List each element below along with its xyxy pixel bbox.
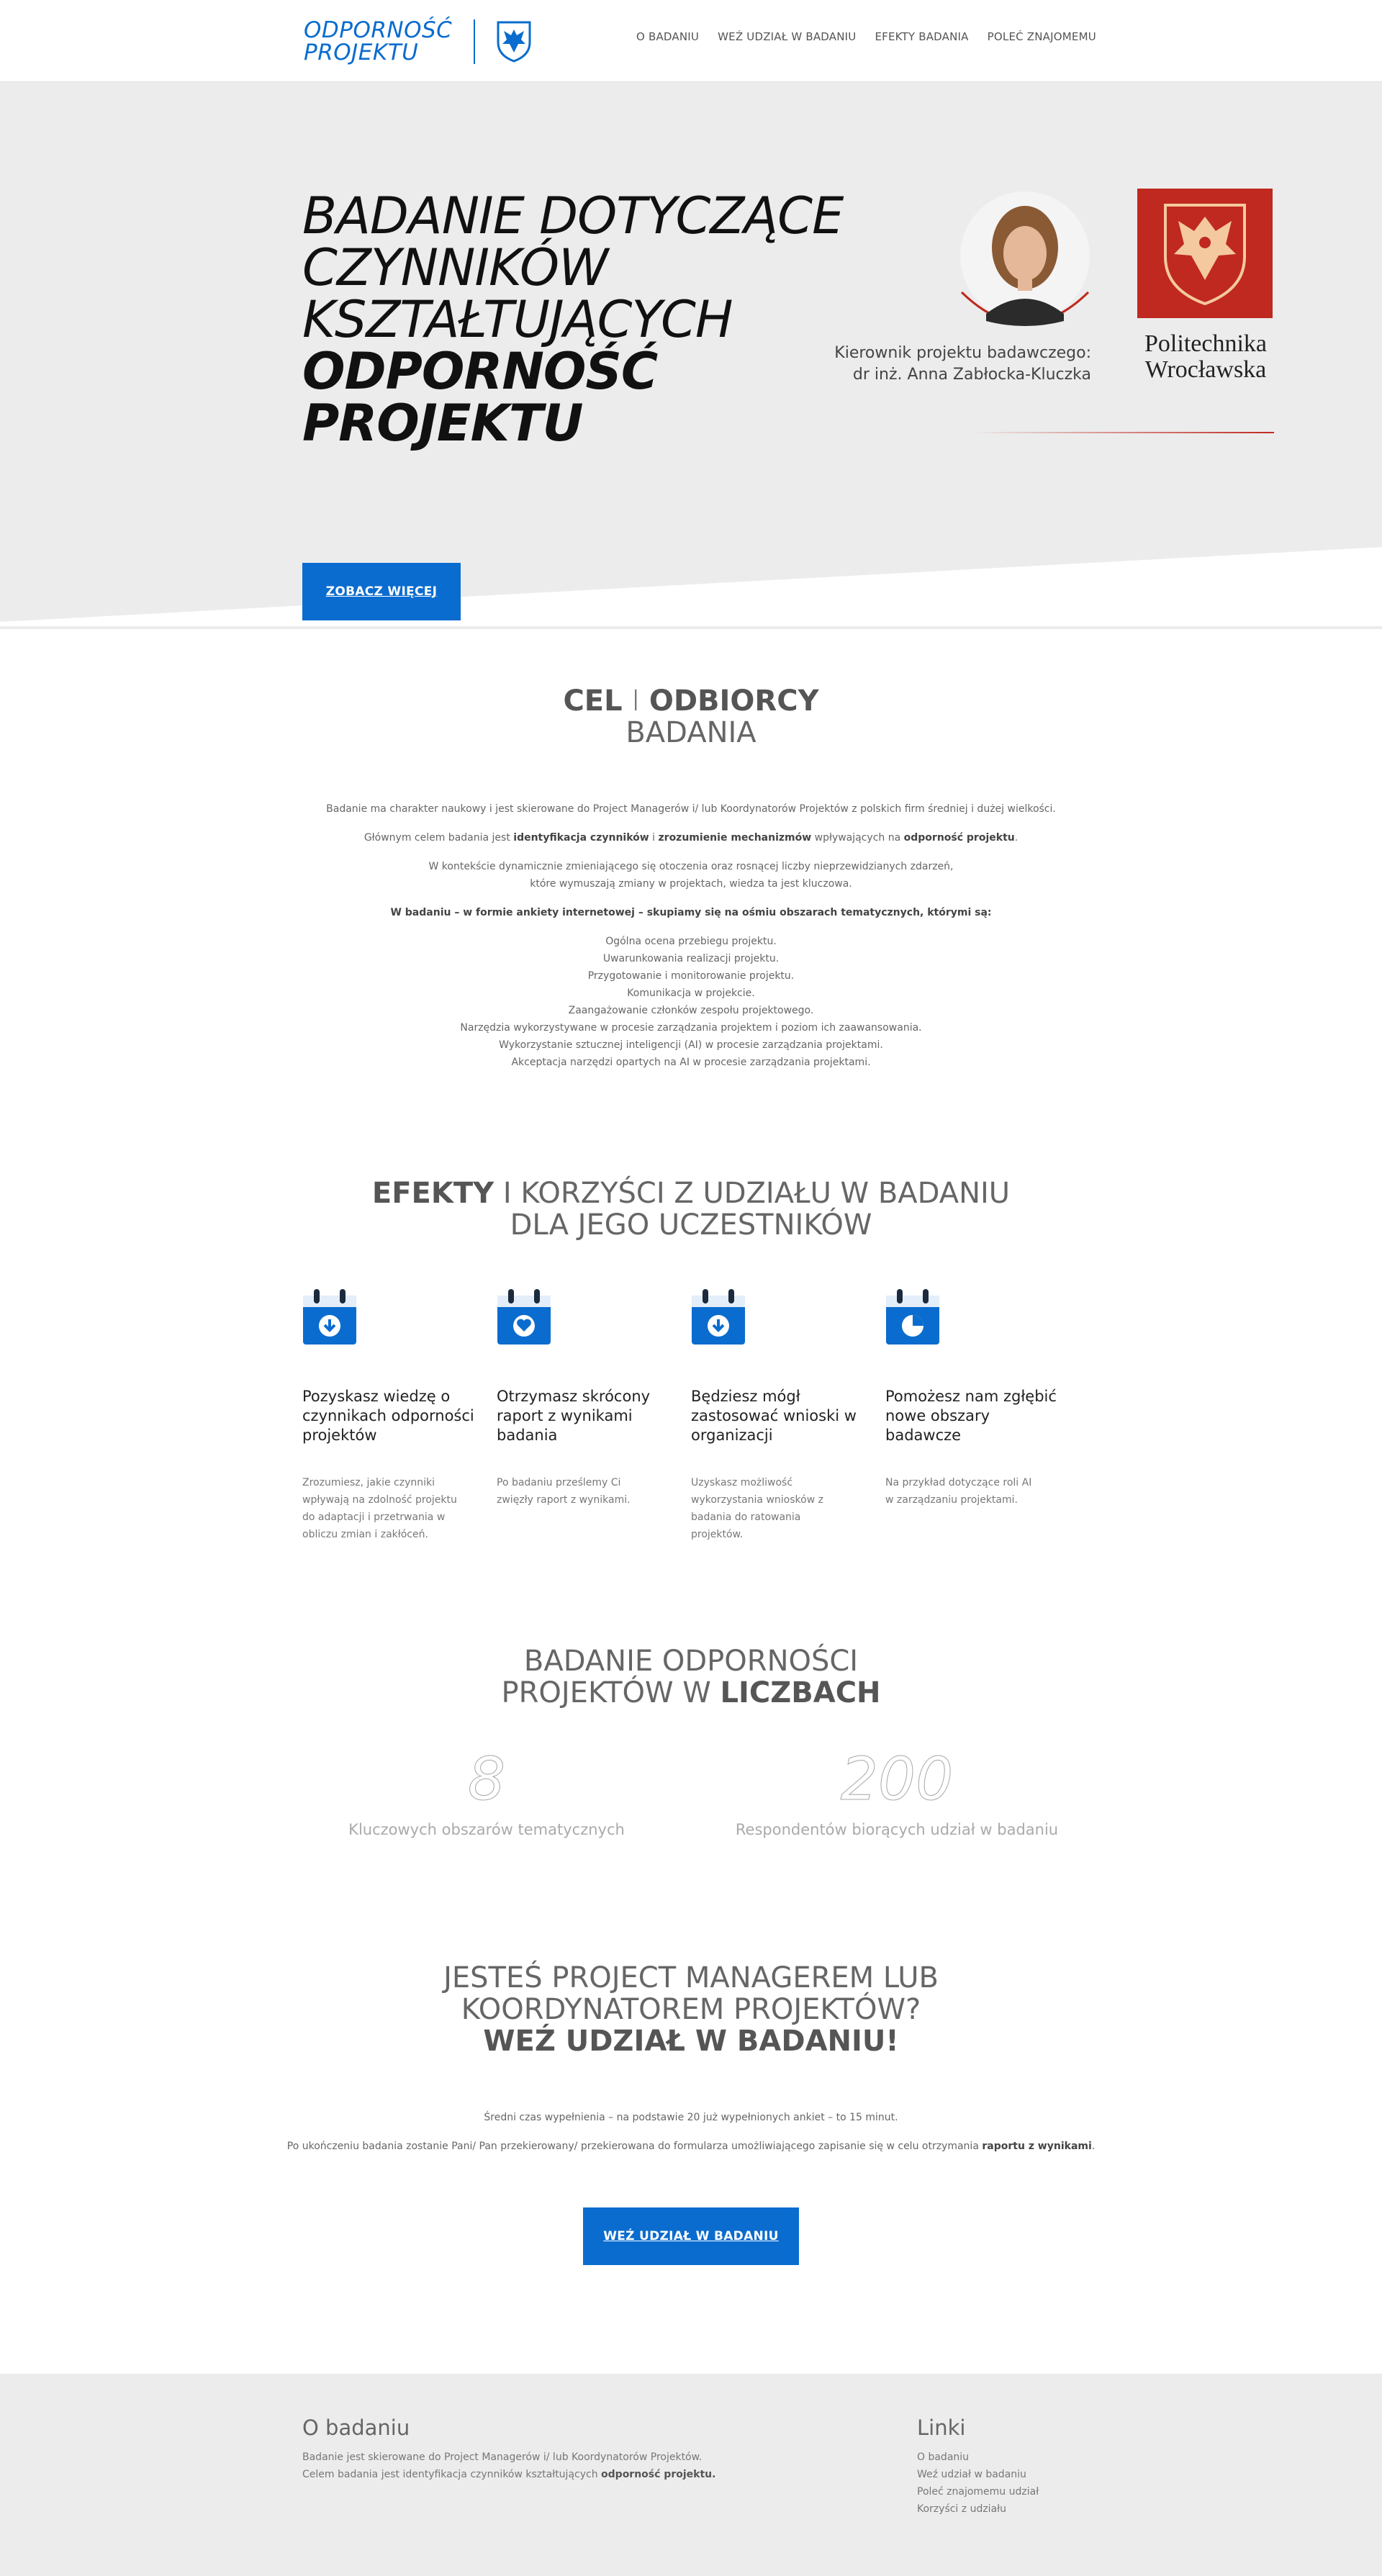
- footer-link-o-badaniu[interactable]: O badaniu: [917, 2451, 970, 2463]
- benefit-card-title: Otrzymasz skrócony raport z wynikami badania: [497, 1388, 651, 1444]
- benefit-card: [885, 1288, 1080, 1543]
- join-p2-bold: raportu z wynikami: [982, 2141, 1092, 2152]
- cel-p2-bold-d: zrozumienie mechanizmów: [658, 832, 812, 844]
- hero-title-line-3: KSZTAŁTUJĄCYCH: [302, 290, 733, 349]
- list-item: Ogólna ocena przebiegu projektu.: [605, 936, 777, 947]
- researcher-avatar: [957, 190, 1093, 331]
- cel-p4-bold: W badaniu – w formie ankiety internetowej – skupiamy się na ośmiu obszarach tematycznych, którymi są:: [390, 907, 992, 918]
- cel-p2-text-g: .: [1014, 832, 1019, 844]
- hero-title-bold-1: ODPORNOŚĆ: [302, 342, 658, 401]
- liczby-title-bold: LICZBACH: [720, 1676, 881, 1709]
- benefit-card-title: Pozyskasz wiedzę o czynnikach odporności projektów: [302, 1388, 474, 1444]
- benefit-card-text: Na przykład dotyczące roli AI w zarządzaniu projektami.: [885, 1477, 1032, 1506]
- list-item: Przygotowanie i monitorowanie projektu.: [587, 970, 795, 982]
- liczby-title-line-2: PROJEKTÓW W: [501, 1676, 721, 1709]
- calendar-download-icon: [691, 1288, 746, 1346]
- main-nav: [636, 30, 1096, 43]
- stat-label: Respondentów biorących udział w badaniu: [735, 1821, 1059, 1838]
- university-name-line-1: Politechnika: [1144, 330, 1267, 357]
- university-shield: [1137, 189, 1273, 318]
- nav-link-o-badaniu[interactable]: O BADANIU: [636, 30, 700, 43]
- benefit-card: [691, 1288, 885, 1543]
- list-item: Akceptacja narzędzi opartych na AI w procesie zarządzania projektami.: [511, 1057, 871, 1068]
- site-footer: [0, 2374, 1382, 2576]
- cel-title-bold-1: CEL: [563, 684, 623, 718]
- join-section-title: [0, 1962, 1382, 2057]
- cel-p2-bold-f: odporność projektu: [903, 832, 1015, 844]
- cel-section-title: [0, 685, 1382, 749]
- see-more-button[interactable]: ZOBACZ WIĘCEJ: [302, 563, 461, 620]
- benefit-card-title: Pomożesz nam zgłębić nowe obszary badawcze: [885, 1388, 1057, 1444]
- join-title-line-1: JESTEŚ PROJECT MANAGEREM LUB: [443, 1961, 939, 1994]
- benefit-card-text: Uzyskasz możliwość wykorzystania wniosków z badania do ratowania projektów.: [691, 1477, 823, 1540]
- hero-accent-line: [972, 432, 1274, 433]
- footer-about-text: Celem badania jest identyfikacja czynników kształtujących: [302, 2469, 602, 2480]
- hero-caption: [792, 343, 1091, 386]
- logo-divider: [474, 19, 475, 64]
- university-name: [1137, 331, 1274, 383]
- join-p2-text-a: Po ukończeniu badania zostanie Pani/ Pan przekierowany/ przekierowana do formularza umożliwiającego zapisanie się w celu otrzymania: [286, 2141, 983, 2152]
- footer-about-bold: odporność projektu.: [601, 2469, 716, 2480]
- footer-link-wez-udzial[interactable]: Weź udział w badaniu: [917, 2469, 1026, 2480]
- logo-line-2: PROJEKTU: [304, 40, 419, 65]
- efekty-title-rest: I KORZYŚCI Z UDZIAŁU W BADANIU: [502, 1177, 1011, 1210]
- cel-section-text: [0, 800, 1382, 1071]
- calendar-download-icon: [302, 1288, 357, 1346]
- logo-line-1: ODPORNOŚĆ: [304, 17, 453, 43]
- list-item: Komunikacja w projekcie.: [627, 988, 755, 999]
- cel-p3-line-1: W kontekście dynamicznie zmieniającego się otoczenia oraz rosnącej liczby nieprzewidzianych zdarzeń,: [428, 861, 954, 872]
- hero-title-line-2: CZYNNIKÓW: [302, 238, 608, 297]
- list-item: Uwarunkowania realizacji projektu.: [602, 953, 780, 964]
- stat-value: 200: [840, 1745, 954, 1814]
- hero-bottom-slant: [0, 533, 1382, 626]
- stat-value: 8: [467, 1745, 506, 1814]
- cel-title-line-2: BADANIA: [625, 716, 757, 749]
- list-item: Wykorzystanie sztucznej inteligencji (AI) w procesie zarządzania projektami.: [499, 1039, 883, 1051]
- efekty-title-line-2: DLA JEGO UCZESTNIKÓW: [510, 1208, 872, 1242]
- logo-text: [304, 19, 452, 64]
- hero-title-line-1: BADANIE DOTYCZĄCE: [302, 186, 844, 245]
- benefit-card-text: Po badaniu prześlemy Ci zwięzły raport z wynikami.: [497, 1477, 631, 1506]
- benefit-cards: [302, 1288, 1080, 1543]
- join-title-bold: WEŹ UDZIAŁ W BADANIU!: [483, 2025, 899, 2058]
- liczby-title-line-1: BADANIE ODPORNOŚCI: [523, 1645, 859, 1678]
- benefit-card: [302, 1288, 497, 1543]
- footer-about-line-2: [302, 2466, 715, 2483]
- cel-paragraph-3: [0, 858, 1382, 892]
- join-paragraph-1: Średni czas wypełnienia – na podstawie 20 już wypełnionych ankiet – to 15 minut.: [484, 2112, 898, 2123]
- stat-areas: [302, 1745, 671, 1838]
- footer-links-list: [917, 2449, 1039, 2518]
- university-eagle-icon: [1158, 199, 1252, 307]
- footer-about-line-1: Badanie jest skierowane do Project Managerów i/ lub Koordynatorów Projektów.: [302, 2451, 703, 2463]
- footer-links-title: Linki: [917, 2415, 966, 2440]
- footer-links: [917, 2415, 1039, 2518]
- footer-about: [302, 2415, 715, 2483]
- calendar-heart-icon: [497, 1288, 551, 1346]
- eagle-logo-icon: [495, 21, 533, 63]
- hero-title: [302, 186, 844, 453]
- cel-paragraph-2: [0, 829, 1382, 846]
- benefit-card-title: Będziesz mógł zastosować wnioski w organizacji: [691, 1388, 857, 1444]
- stat-label: Kluczowych obszarów tematycznych: [348, 1821, 625, 1838]
- footer-link-polec[interactable]: Poleć znajomemu udział: [917, 2486, 1039, 2498]
- cel-title-sep: I: [631, 684, 641, 718]
- stat-respondents: [713, 1745, 1081, 1838]
- benefit-card: [497, 1288, 691, 1543]
- nav-link-efekty[interactable]: EFEKTY BADANIA: [875, 30, 969, 43]
- caption-person: dr inż. Anna Zabłocka-Kluczka: [852, 366, 1091, 384]
- cel-title-bold-2: ODBIORCY: [649, 684, 819, 718]
- cel-p2-text-a: Głównym celem badania jest: [363, 832, 514, 844]
- cel-paragraph-4: [0, 904, 1382, 921]
- hero-title-bold-2: PROJEKTU: [302, 394, 583, 453]
- efekty-title-bold: EFEKTY: [371, 1177, 494, 1210]
- cel-p2-text-e: wpływających na: [811, 832, 904, 844]
- join-p2-text-c: .: [1091, 2141, 1096, 2152]
- cel-p2-bold-b: identyfikacja czynników: [513, 832, 649, 844]
- footer-about-title: O badaniu: [302, 2415, 410, 2440]
- thematic-areas-list: [0, 933, 1382, 1071]
- join-paragraph-2: [0, 2138, 1382, 2155]
- join-title-line-2: KOORDYNATOREM PROJEKTÓW?: [461, 1993, 921, 2026]
- cel-paragraph-1: Badanie ma charakter naukowy i jest skierowane do Project Managerów i/ lub Koordynatorów Projektów z polskich firm średniej i dużej wielkości.: [326, 803, 1056, 815]
- university-name-line-2: Wrocławska: [1144, 356, 1267, 383]
- calendar-pie-icon: [885, 1288, 940, 1346]
- list-item: Narzędzia wykorzystywane w procesie zarządzania projektem i poziom ich zaawansowania.: [460, 1022, 922, 1034]
- caption-role: Kierownik projektu badawczego:: [834, 344, 1091, 362]
- nav-link-wez-udzial[interactable]: WEŹ UDZIAŁ W BADANIU: [718, 30, 857, 43]
- benefit-card-text: Zrozumiesz, jakie czynniki wpływają na zdolność projektu do adaptacji i przetrwania w obliczu zmian i zakłóceń.: [302, 1477, 457, 1540]
- nav-link-polec[interactable]: POLEĆ ZNAJOMEMU: [987, 30, 1096, 43]
- list-item: Zaangażowanie członków zespołu projektowego.: [568, 1005, 814, 1016]
- cel-p3-line-2: które wymuszają zmiany w projektach, wiedza ta jest kluczowa.: [530, 878, 852, 890]
- cel-p2-text-c: i: [649, 832, 659, 844]
- site-header: [0, 0, 1382, 82]
- site-logo[interactable]: [304, 19, 533, 65]
- join-section-text: [0, 2109, 1382, 2166]
- footer-link-korzysci[interactable]: Korzyści z udziału: [917, 2503, 1006, 2515]
- join-survey-button[interactable]: WEŹ UDZIAŁ W BADANIU: [583, 2207, 799, 2265]
- university-logo: [1137, 189, 1274, 383]
- liczby-section-title: [0, 1645, 1382, 1709]
- efekty-section-title: [0, 1178, 1382, 1241]
